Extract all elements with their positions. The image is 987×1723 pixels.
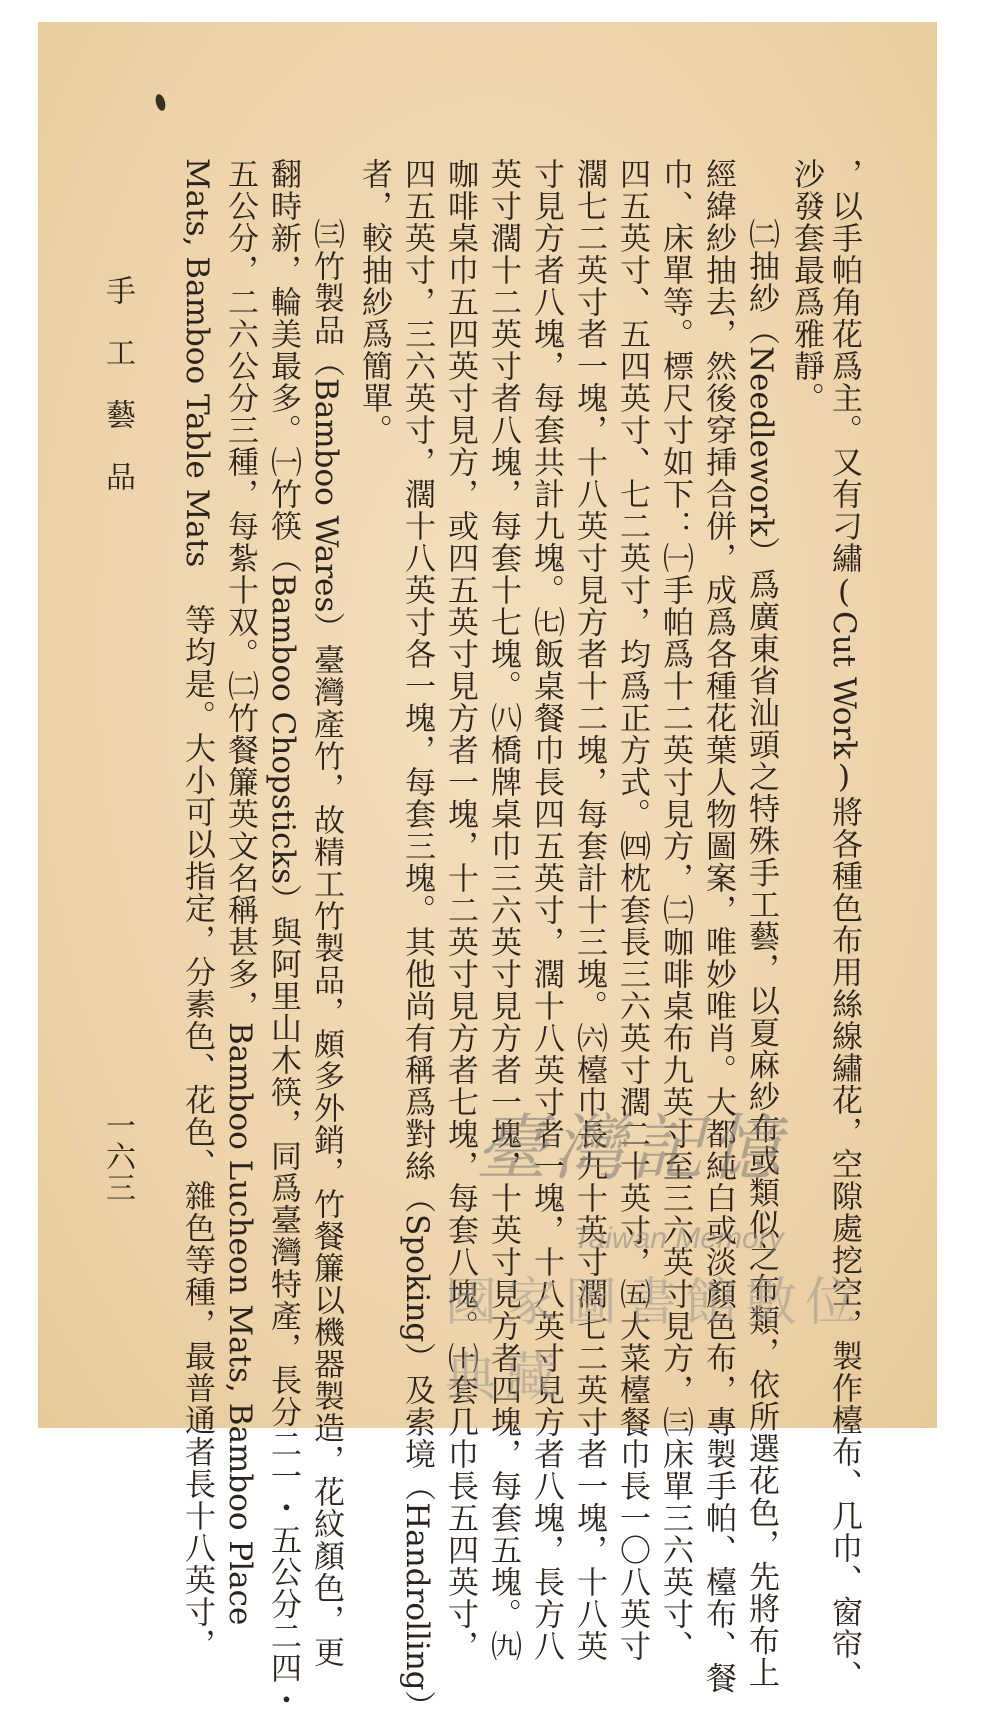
watermark-calligraphy: 臺灣記憶	[475, 1106, 788, 1190]
column-text: 濶七二英寸者一塊，十八英寸見方者十二塊，每套計十三塊。㈥檯巾長九十英寸濶七二英寸者一塊，十八英	[571, 158, 607, 1662]
running-title	[100, 275, 135, 492]
text-column-4	[700, 158, 736, 1694]
column-text: 寸見方者八塊，每套共計九塊。㈦飯桌餐巾長四五英寸，濶十八英寸者一塊，十八英寸見方者八塊，長方八	[528, 158, 564, 1662]
column-text: ，以手帕角花爲主。又有刁繡(Cut Work)將各種色布用絲線繡花，空隙處挖空，製作檯布、几巾、窗帘、	[826, 158, 862, 1693]
column-text: 四五英寸、五四英寸、七二英寸，均爲正方式。㈣枕套長三六英寸濶二十英寸，㈤大菜檯餐巾長一〇八英寸	[614, 158, 650, 1662]
latin-run: Spoking	[399, 1214, 435, 1343]
text-column-1	[826, 158, 862, 1693]
text-column-9	[485, 158, 521, 1662]
running-title-text: 手 工 藝 品	[100, 275, 135, 492]
text-column-5	[657, 158, 693, 1662]
column-text: 者，較抽紗爲簡單。	[356, 158, 392, 446]
column-text: 沙發套最爲雅靜。	[788, 158, 824, 414]
page-number-text: 一六三	[100, 1110, 135, 1203]
latin-run: Bamboo Wares	[308, 378, 344, 613]
column-text: Mats, Bamboo Table Mats 等均是。大小可以指定，分素色、花色、雜色等種，最普通者長十八英寸，	[179, 158, 215, 1661]
text-column-13	[308, 218, 344, 1669]
text-column-16	[179, 158, 215, 1661]
column-text: 經緯紗抽去，然後穿挿合併，成爲各種花葉人物圖案，唯妙唯肖。大都純白或淡顏色布，專製手帕、檯布、餐	[700, 158, 736, 1694]
latin-run: Bamboo Lucheon Mats, Bamboo Place	[222, 1022, 258, 1626]
text-column-2	[788, 158, 824, 414]
column-text: ㈡抽紗（Needlework）爲廣東省汕頭之特殊手工藝，以夏麻紗布或類似之布類，依所選花色，先將布上	[743, 218, 779, 1689]
text-column-7	[571, 158, 607, 1662]
text-column-3	[743, 218, 779, 1689]
column-text: 咖啡桌巾五四英寸見方，或四五英寸見方者一塊，十二英寸見方者七塊，每套八塊。㈩套几巾長五四英寸，	[442, 158, 478, 1662]
latin-run: Mats, Bamboo Table Mats	[179, 158, 215, 568]
text-column-10	[442, 158, 478, 1662]
library-watermark	[395, 1090, 915, 1408]
text-column-12	[356, 158, 392, 446]
text-column-11	[399, 158, 435, 1723]
column-text: 翻時新，輪美最多。㈠竹筷（Bamboo Chopsticks）與阿里山木筷，同爲臺灣特產，長分二一・五公分二四・	[265, 158, 301, 1717]
ink-dot	[154, 93, 167, 112]
page-number	[100, 1110, 135, 1203]
column-text: 英寸濶十二英寸者八塊，每套十七塊。㈧橋牌桌巾三六英寸見方者一塊，十英寸見方者四塊，每套五塊。㈨	[485, 158, 521, 1662]
watermark-chinese: 國家圖書館數位典藏	[445, 1273, 866, 1408]
text-column-14	[265, 158, 301, 1717]
watermark-english: Taiwan Memory	[573, 1222, 784, 1255]
latin-run: Bamboo Chopsticks	[265, 574, 301, 885]
latin-run: Cut Work	[826, 611, 862, 760]
text-column-15	[222, 158, 258, 1626]
column-text: 巾、床單等。標尺寸如下：㈠手帕爲十二英寸見方，㈡咖啡桌布九英寸至三六英寸見方，㈢床單三六英寸、	[657, 158, 693, 1662]
latin-run: Handrolling	[399, 1502, 435, 1691]
column-text: 五公分，二六公分三種，每紮十双。㈡竹餐簾英文名稱甚多，Bamboo Lucheon Mats, Bamboo Place	[222, 158, 258, 1626]
text-column-6	[614, 158, 650, 1662]
column-text: ㈢竹製品（Bamboo Wares）臺灣產竹，故精工竹製品，頗多外銷，竹餐簾以機器製造，花紋顏色，更	[308, 218, 344, 1669]
text-column-8	[528, 158, 564, 1662]
latin-run: Needlework	[743, 346, 779, 537]
column-text: 四五英寸，三六英寸，濶十八英寸各一塊，每套三塊。其他尚有稱爲對絲（Spoking）及索境（Handrolling）	[399, 158, 435, 1723]
